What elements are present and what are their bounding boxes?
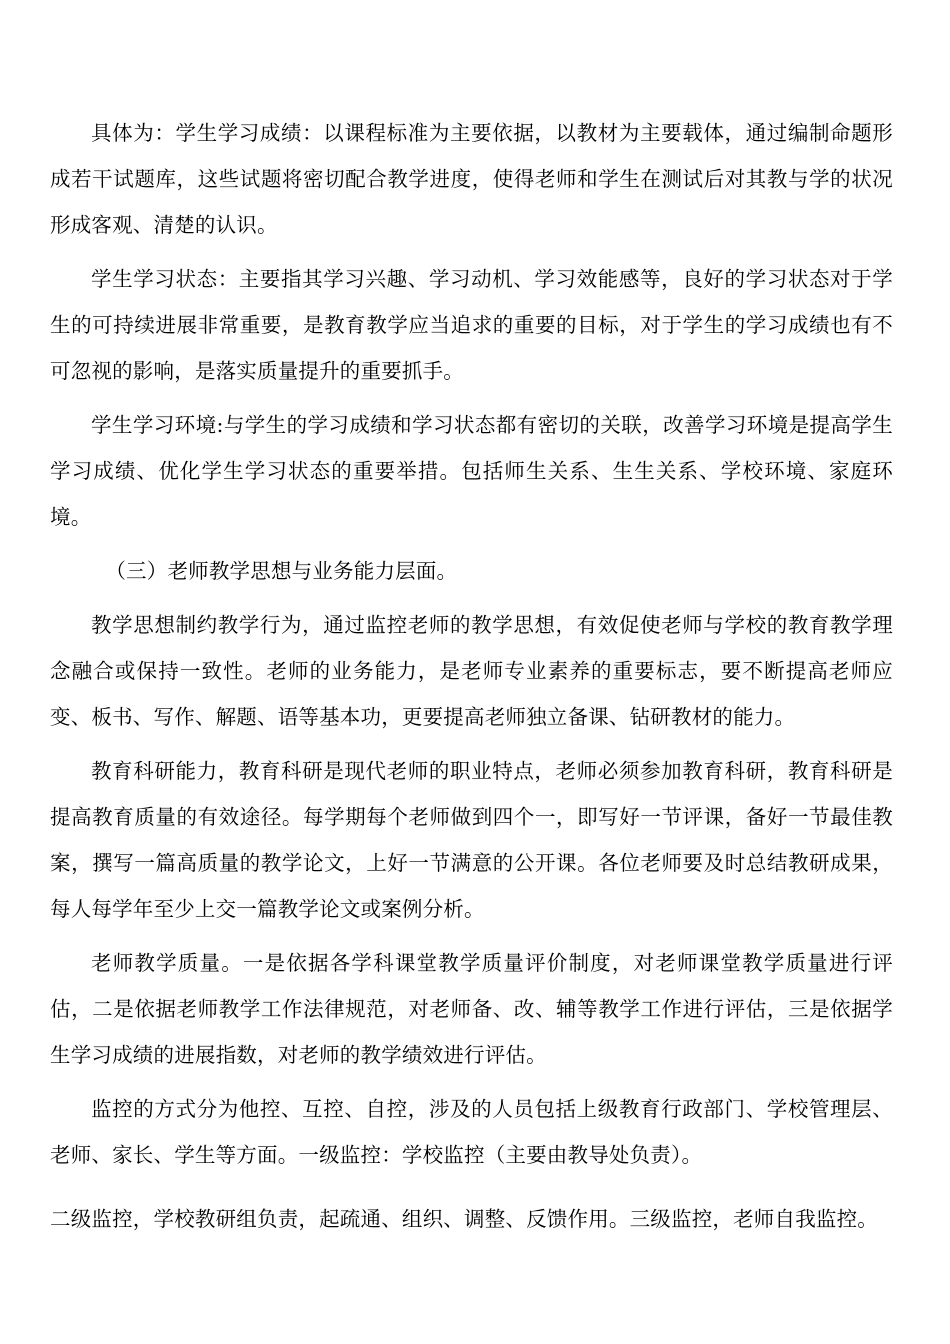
paragraph-teaching-thought: 教学思想制约教学行为，通过监控老师的教学思想，有效促使老师与学校的教育教学理念融合或保持一致性。老师的业务能力，是老师专业素养的重要标志，要不断提高老师应变、板书、写作、解题、语等基本功，更要提高老师独立备课、钻研教材的能力。 [50,613,893,729]
paragraph-learning-environment: 学生学习环境:与学生的学习成绩和学习状态都有密切的关联，改善学习环境是提高学生学习成绩、优化学生学习状态的重要举措。包括师生关系、生生关系、学校环境、家庭环境。 [50,413,893,529]
document-body [50,110,893,1231]
paragraph-learning-scores: 具体为：学生学习成绩：以课程标准为主要依据，以教材为主要载体，通过编制命题形成若干试题库，这些试题将密切配合教学进度，使得老师和学生在测试后对其教与学的状况形成客观、清楚的认识。 [50,121,893,237]
section-heading-teacher-ability: （三）老师教学思想与业务能力层面。 [105,559,458,583]
paragraph-teaching-quality: 老师教学质量。一是依据各学科课堂教学质量评价制度，对老师课堂教学质量进行评估，二是依据老师教学工作法律规范，对老师备、改、辅等教学工作进行评估，三是依据学生学习成绩的进展指数，对老师的教学绩效进行评估。 [50,951,893,1067]
paragraph-research-ability: 教育科研能力，教育科研是现代老师的职业特点，老师必须参加教育科研，教育科研是提高教育质量的有效途径。每学期每个老师做到四个一，即写好一节评课，备好一节最佳教案，撰写一篇高质量的教学论文，上好一节满意的公开课。各位老师要及时总结教研成果，每人每学年至少上交一篇教学论文或案例分析。 [50,759,893,921]
paragraph-monitoring-methods: 监控的方式分为他控、互控、自控，涉及的人员包括上级教育行政部门、学校管理层、老师、家长、学生等方面。一级监控：学校监控（主要由教导处负责）。 [50,1097,893,1167]
paragraph-learning-state: 学生学习状态：主要指其学习兴趣、学习动机、学习效能感等，良好的学习状态对于学生的可持续进展非常重要，是教育教学应当追求的重要的目标，对于学生的学习成绩也有不可忽视的影响，是落实质量提升的重要抓手。 [50,267,893,383]
paragraph-monitoring-levels: 二级监控，学校教研组负责，起疏通、组织、调整、反馈作用。三级监控，老师自我监控。 [50,1207,878,1231]
